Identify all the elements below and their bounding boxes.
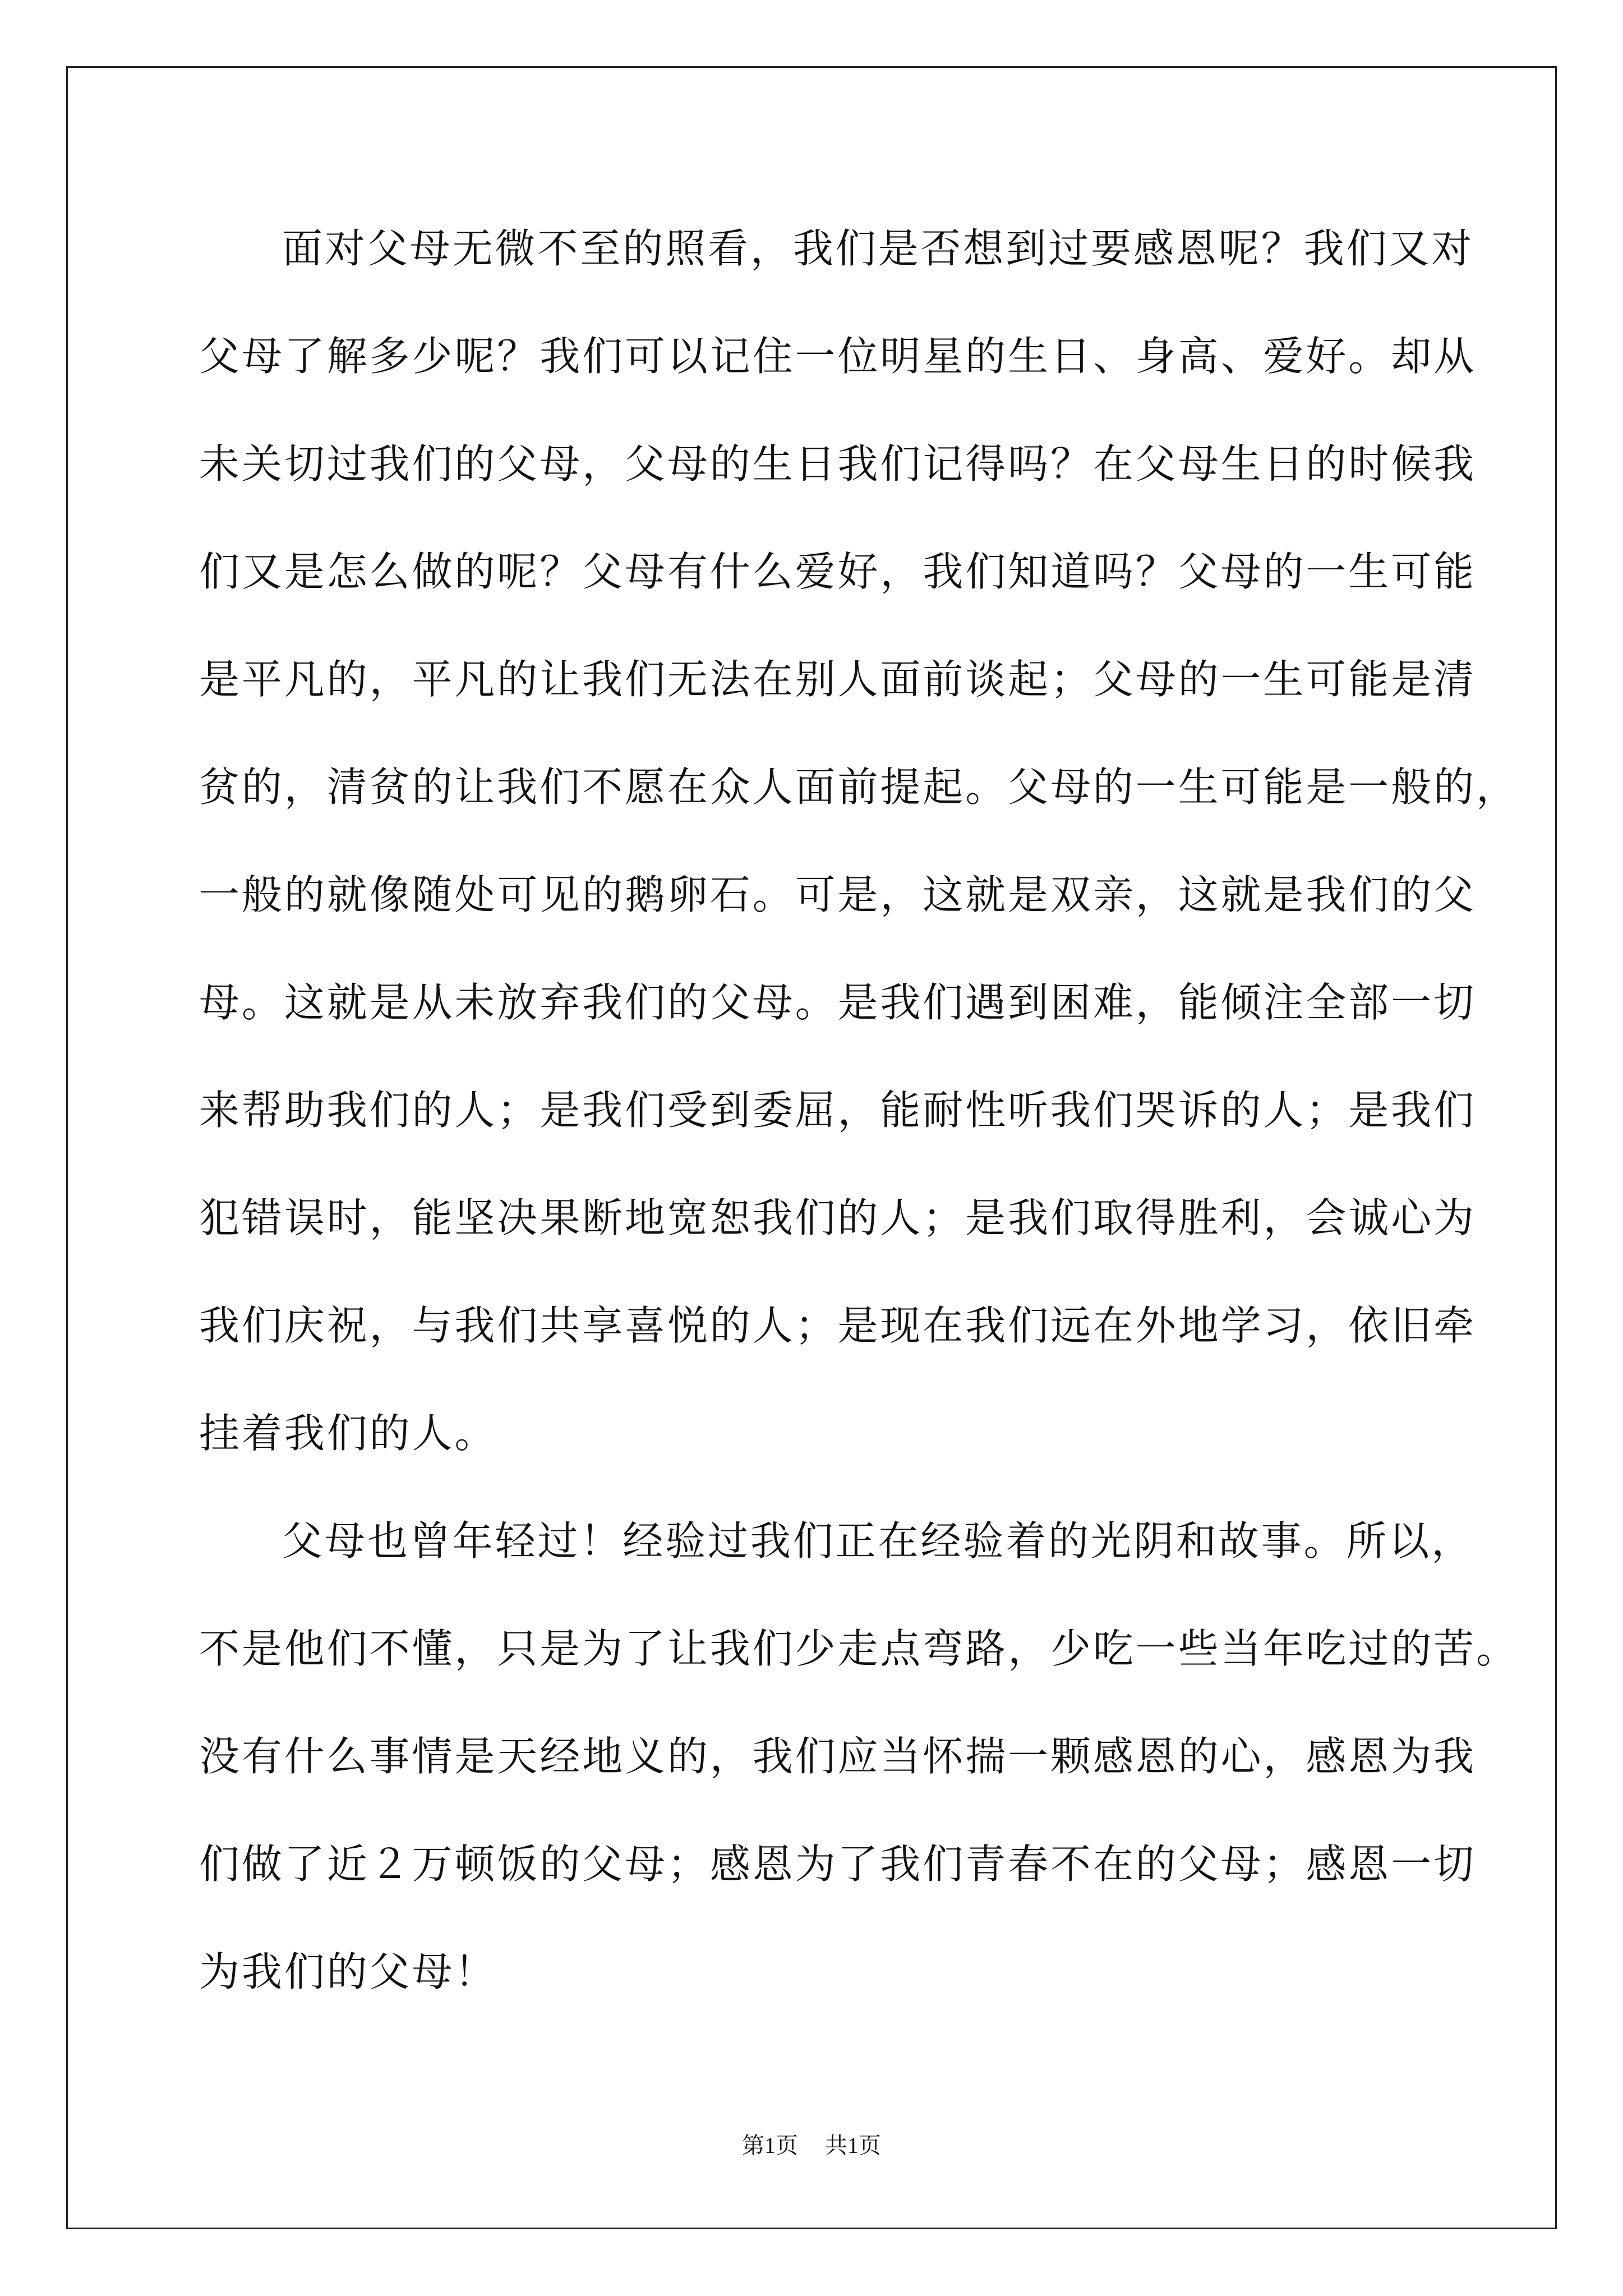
paragraph-2-line-5: 为我们的父母！ — [199, 1948, 497, 1995]
paragraph-1-line-1: 面对父母无微不至的照看，我们是否想到过要感恩呢？我们又对 — [282, 225, 1474, 272]
paragraph-2-line-3: 没有什么事情是天经地义的，我们应当怀揣一颗感恩的心，感恩为我 — [199, 1733, 1477, 1780]
page-total: 共1页 — [825, 2133, 881, 2158]
paragraph-1-line-7: 一般的就像随处可见的鹅卵石。可是，这就是双亲，这就是我们的父 — [199, 871, 1477, 918]
paragraph-1-line-2: 父母了解多少呢？我们可以记住一位明星的生日、身高、爱好。却从 — [199, 333, 1477, 380]
paragraph-2-line-1: 父母也曾年轻过！经验过我们正在经验着的光阴和故事。所以， — [282, 1517, 1474, 1565]
paragraph-1-line-11: 我们庆祝，与我们共享喜悦的人；是现在我们远在外地学习，依旧牵 — [199, 1302, 1477, 1349]
paragraph-1-line-4: 们又是怎么做的呢？父母有什么爱好，我们知道吗？父母的一生可能 — [199, 548, 1477, 595]
paragraph-1-line-12: 挂着我们的人。 — [199, 1410, 497, 1457]
paragraph-2-line-2: 不是他们不懂，只是为了让我们少走点弯路，少吃一些当年吃过的苦。 — [199, 1625, 1519, 1672]
paragraph-1-line-5: 是平凡的，平凡的让我们无法在别人面前谈起；父母的一生可能是清 — [199, 656, 1477, 703]
document-body — [199, 223, 1519, 2054]
paragraph-1-line-3: 未关切过我们的父母，父母的生日我们记得吗？在父母生日的时候我 — [199, 440, 1477, 487]
page-number: 第1页 — [742, 2133, 798, 2158]
paragraph-1-line-9: 来帮助我们的人；是我们受到委屈，能耐性听我们哭诉的人；是我们 — [199, 1087, 1477, 1134]
paragraph-1-line-6: 贫的，清贫的让我们不愿在众人面前提起。父母的一生可能是一般的， — [199, 763, 1519, 811]
paragraph-1-line-8: 母。这就是从未放弃我们的父母。是我们遇到困难，能倾注全部一切 — [199, 979, 1477, 1026]
paragraph-1-line-10: 犯错误时，能坚决果断地宽恕我们的人；是我们取得胜利，会诚心为 — [199, 1194, 1477, 1241]
paragraph-2-line-4: 们做了近２万顿饭的父母；感恩为了我们青春不在的父母；感恩一切 — [199, 1841, 1477, 1888]
page-footer — [0, 2132, 1623, 2160]
